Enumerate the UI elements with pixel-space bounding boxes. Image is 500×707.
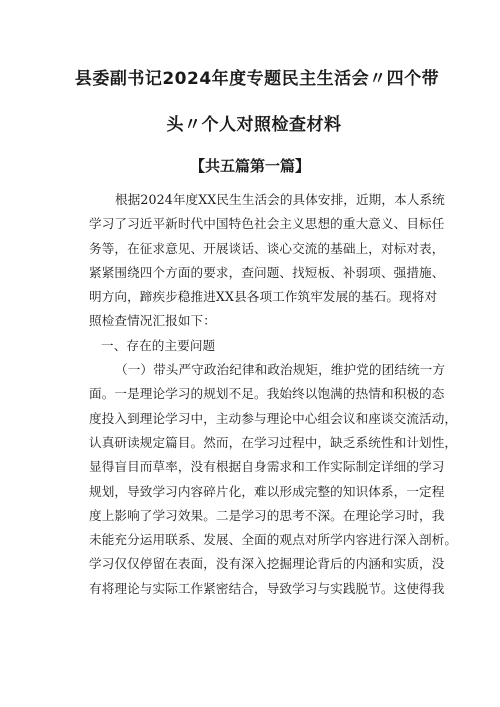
body-line: 学习了习近平新时代中国特色社会主义思想的重大意义、目标任	[89, 216, 445, 232]
body-line: 照检查情况汇报如下：	[89, 313, 216, 329]
body-line: 度上影响了学习效果。二是学习的思考不深。在理论学习时，我	[89, 507, 445, 523]
body-line: 紧紧围绕四个方面的要求，查问题、找短板、补弱项、强措施、	[89, 264, 445, 280]
document-body	[89, 188, 458, 601]
body-line: 规划，导致学习内容碎片化，难以形成完整的知识体系，一定程	[89, 483, 445, 499]
document-title-line-1: 县委副书记2024年度专题民主生活会〃四个带	[74, 69, 440, 89]
document-subtitle: 【共五篇第一篇】	[189, 157, 310, 175]
body-line: 未能充分运用联系、发展、全面的观点对所学内容进行深入剖析。	[89, 532, 458, 548]
body-line: 务等，在征求意见、开展谈话、谈心交流的基础上，对标对表，	[89, 240, 445, 256]
body-line: 学习仅仅停留在表面，没有深入挖掘理论背后的内涵和实质，没	[89, 556, 445, 572]
body-line: 明方向，蹄疾步稳推进XX县各项工作筑牢发展的基石。现将对	[89, 289, 438, 305]
body-line: 有将理论与实际工作紧密结合，导致学习与实践脱节。这使得我	[89, 580, 445, 596]
body-line: （一）带头严守政治纪律和政治规矩，维护党的团结统一方	[115, 362, 446, 378]
body-line: 根据2024年度XX民生生活会的具体安排，近期，本人系统	[115, 192, 445, 207]
section-heading: 一、存在的主要问题	[101, 337, 216, 353]
document-title-line-2: 头〃个人对照检查材料	[166, 115, 342, 135]
body-line: 显得盲目而草率，没有根据自身需求和工作实际制定详细的学习	[89, 459, 445, 475]
body-line: 面。一是理论学习的规划不足。我始终以饱满的热情和积极的态	[89, 386, 445, 402]
body-line: 度投入到理论学习中，主动参与理论中心组会议和座谈交流活动，	[89, 410, 458, 426]
body-line: 认真研读规定篇目。然而，在学习过程中，缺乏系统性和计划性，	[89, 434, 458, 450]
